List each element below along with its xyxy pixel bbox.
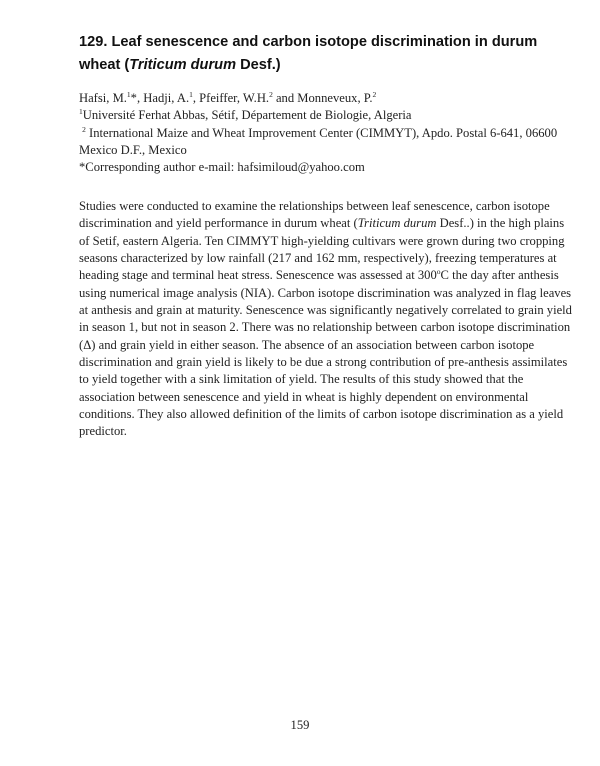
abstract-line: (Δ) and grain yield in either season. The absence of an association between carbon isotope — [79, 337, 535, 352]
abstract-line: conditions. They also allowed definition of the limits of carbon isotope discrimination as a yield — [79, 407, 564, 422]
affiliation-2-cont: Mexico D.F., Mexico — [79, 142, 187, 157]
abstract-line: discrimination and yield performance in durum wheat (Triticum durum Desf..) in the high plains — [79, 216, 565, 231]
page-number: 159 — [290, 718, 310, 732]
abstract-line: to yield together with a sink limitation of yield. The results of this study showed that the — [79, 372, 524, 387]
title-line-1: 129. Leaf senescence and carbon isotope discrimination in durum — [79, 34, 538, 50]
author-list: Hafsi, M.$^1$*, Hadji, A.$^1$, Pfeiffer, W.H.$^2$ and Monneveux, P.$^2$ — [79, 90, 377, 105]
corresponding-author: *Corresponding author e-mail: hafsimiloud@yahoo.com — [79, 160, 365, 175]
affiliation-1: $^1$Université Ferhat Abbas, Sétif, Département de Biologie, Algeria — [79, 107, 412, 123]
abstract-line: in season 1, but not in season 2. There was no relationship between carbon isotope discrimination — [79, 320, 571, 335]
abstract-line: predictor. — [79, 424, 127, 439]
abstract-line: at anthesis and grain at maturity. Senescence was significantly negatively correlated to grain yield — [79, 303, 572, 318]
author-block — [79, 90, 557, 176]
abstract-line: seasons characterized by low rainfall (217 and 162 mm, respectively), freezing temperatures at — [79, 251, 557, 266]
affiliation-2: $^2$ International Maize and Wheat Improvement Center (CIMMYT), Apdo. Postal 6-641, 06600 — [82, 124, 558, 140]
abstract-line: Studies were conducted to examine the relationships between leaf senescence, carbon isotope — [79, 199, 550, 213]
abstract-line: discrimination and grain yield is likely to be due a strong contribution of pre-anthesis assimilates — [79, 355, 568, 370]
abstract-line: association between senescence and yield in wheat is highly dependent on environmental — [79, 389, 529, 404]
abstract-line: heading stage and terminal heat stress. Senescence was assessed at 300$^o$C the day after anthesis — [79, 267, 559, 283]
abstract-line: using numerical image analysis (NIA). Carbon isotope discrimination was analyzed in flag leaves — [79, 285, 572, 300]
title-line-2: wheat (Triticum durum Desf.) — [79, 57, 281, 73]
article-title — [79, 31, 537, 77]
abstract-line: of Setif, eastern Algeria. Ten CIMMYT high-yielding cultivars were grown during two cropping — [79, 233, 565, 248]
abstract — [79, 198, 572, 441]
